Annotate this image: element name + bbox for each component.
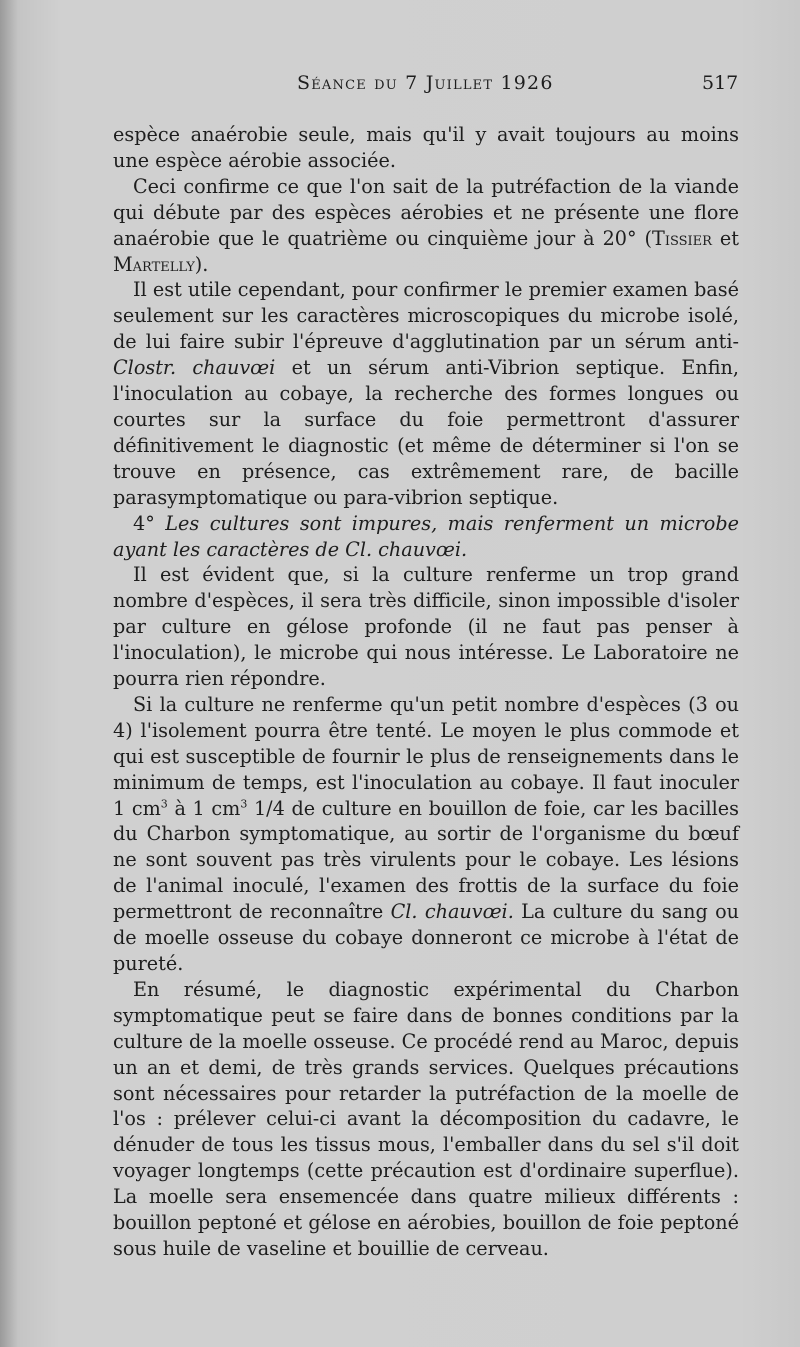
- paragraph-2: [113, 174, 739, 278]
- running-head: Séance du 7 Juillet 1926: [297, 72, 554, 94]
- paragraph-6-text-c: 1/4 de culture en bouillon de foie, car les bacilles du Charbon symptomatique, au sortir de l'organisme du bœuf ne sont souvent pas très virulents pour le cobaye. Les lésions de l'animal inoculé, l'examen des frottis de la surface du foie permettront de reconnaître: [113, 796, 740, 924]
- paragraph-1-text: espèce anaérobie seule, mais qu'il y avait toujours au moins une espèce aérobie associée.: [113, 123, 739, 172]
- paragraph-3-text-a: Il est utile cependant, pour confirmer le premier examen basé seulement sur les caractères microscopiques du microbe isolé, de lui faire subir l'épreuve d'agglutination par un sérum anti-: [113, 278, 739, 354]
- paragraph-6-text-d: La culture du sang ou de moelle osseuse du cobaye donneront ce microbe à l'état de pureté.: [113, 900, 739, 975]
- paragraph-6-text-a: Si la culture ne renferme qu'un petit nombre d'espèces (3 ou 4) l'isolement pourra être tenté. Le moyen le plus commode et qui est susceptible de fournir le plus de renseignements dans le minimum de temps, est l'inoculation au cobaye. Il faut inoculer 1 cm: [113, 692, 739, 820]
- paragraph-2-text-c: ).: [194, 252, 209, 276]
- paragraph-6: [113, 692, 739, 977]
- body-text: [113, 122, 739, 1262]
- author-martelly: Martelly: [113, 252, 195, 276]
- section-title: Les cultures sont impures, mais renferment un microbe ayant les caractères de Cl. chauvœi.: [113, 511, 739, 561]
- section-heading-4: [113, 511, 739, 563]
- paragraph-7: [113, 977, 739, 1262]
- paragraph-1: [113, 122, 739, 174]
- paragraph-6-text-b: à 1 cm: [167, 796, 241, 820]
- page-number: 517: [702, 72, 739, 94]
- paragraph-5: [113, 562, 739, 692]
- paragraph-5-text: Il est évident que, si la culture renferme un trop grand nombre d'espèces, il sera très difficile, sinon impossible d'isoler par culture en gélose profonde (il ne faut pas penser à l'inoculation), le microbe qui nous intéresse. Le Laboratoire ne pourra rien répondre.: [113, 563, 739, 691]
- species-name: Cl. chauvœi.: [390, 900, 514, 924]
- page-header: [0, 72, 800, 102]
- paragraph-2-text-a: Ceci confirme ce que l'on sait de la putréfaction de la viande qui débute par des espèces aérobies et ne présente une flore anaérobie que le quatrième ou cinquième jour à 20° (: [113, 174, 739, 250]
- paragraph-2-text-b: et: [711, 226, 739, 250]
- paragraph-7-text: En résumé, le diagnostic expérimental du Charbon symptomatique peut se faire dans de bonnes conditions par la culture de la moelle osseuse. Ce procédé rend au Maroc, depuis un an et demi, de très grands services. Quelques précautions sont nécessaires pour retarder la putréfaction de la moelle de l'os : prélever celui-ci avant la décomposition du cadavre, le dénuder de tous les tissus mous, l'emballer dans du sel s'il doit voyager longtemps (cette précaution est d'ordinaire superflue). La moelle sera ensemencée dans quatre milieux différents : bouillon peptoné et gélose en aérobies, bouillon de foie peptoné sous huile de vaseline et bouillie de cerveau.: [113, 977, 739, 1260]
- paragraph-3: [113, 277, 739, 510]
- superscript-3: 3: [160, 797, 168, 811]
- species-name: Clostr. chauvœi: [113, 356, 276, 380]
- paragraph-3-text-b: et un sérum anti-Vibrion septique. Enfin, l'inoculation au cobaye, la recherche des formes longues ou courtes sur la surface du foie permettront d'assurer définitivement le diagnostic (et même de déterminer si l'on se trouve en présence, cas extrêmement rare, de bacille parasymptomatique ou para-vibrion septique.: [113, 356, 740, 509]
- author-tissier: Tissier: [652, 226, 712, 250]
- section-number: 4°: [133, 511, 155, 535]
- superscript-3: 3: [240, 797, 248, 811]
